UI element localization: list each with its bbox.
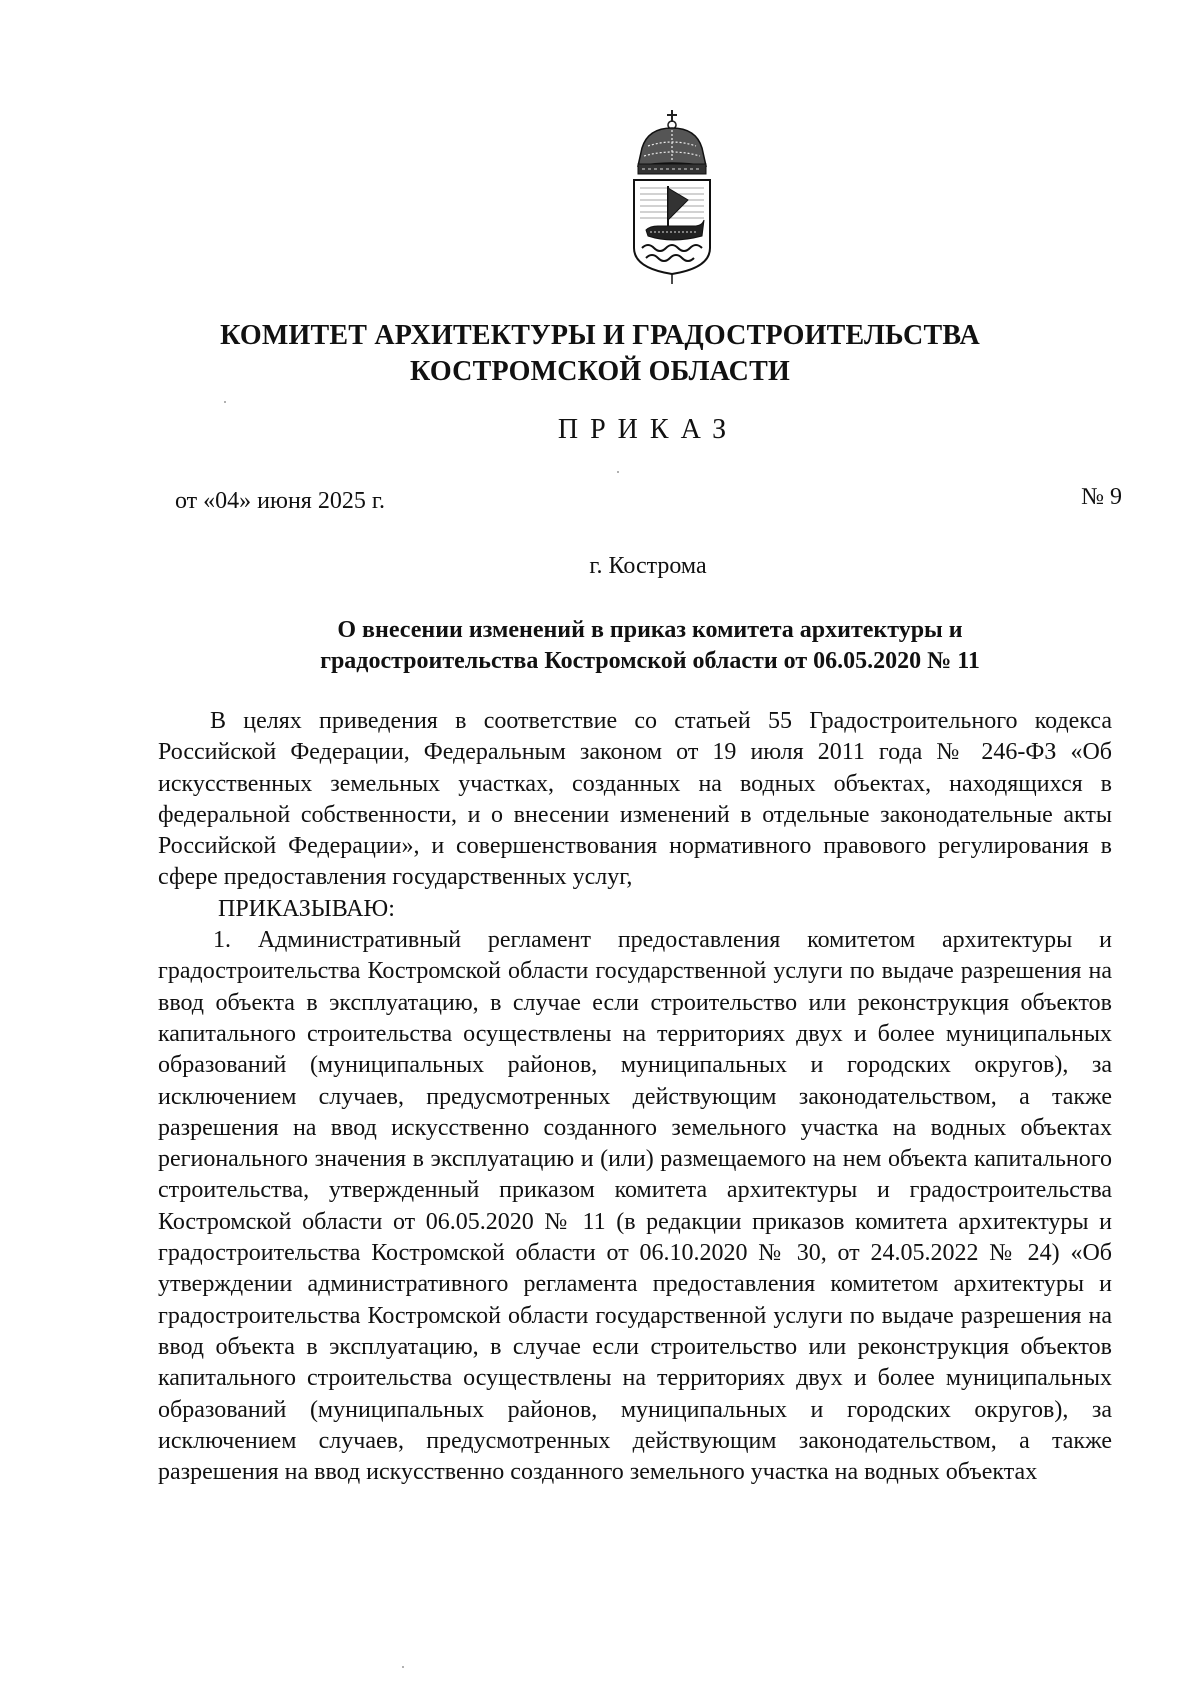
organization-name-line2: КОСТРОМСКОЙ ОБЛАСТИ xyxy=(410,356,790,387)
document-city: г. Кострома xyxy=(589,553,707,579)
coat-of-arms-icon xyxy=(628,108,716,286)
scan-artifact xyxy=(402,1666,404,1668)
document-date: от «04» июня 2025 г. xyxy=(175,488,385,514)
document-title-line1: О внесении изменений в приказ комитета архитектуры и xyxy=(337,617,963,643)
scan-artifact xyxy=(224,401,226,403)
document-body xyxy=(158,706,1112,1488)
organization-name-line1: КОМИТЕТ АРХИТЕКТУРЫ И ГРАДОСТРОИТЕЛЬСТВА xyxy=(220,320,980,351)
document-number: № 9 xyxy=(1081,484,1122,510)
preamble-paragraph: В целях приведения в соответствие со статьей 55 Градостроительного кодекса Российской Федерации, Федеральным законом от 19 июля 2011 года № 246-ФЗ «Об искусственных земельных участках, созданных на водных объектах, находящихся в федеральной собственности, и о внесении изменений в отдельные законодательные акты Российской Федерации», и совершенствования нормативного правового регулирования в сфере предоставления государственных услуг, xyxy=(158,708,1112,891)
order-word: ПРИКАЗЫВАЮ: xyxy=(218,895,395,922)
scan-artifact xyxy=(617,471,619,473)
document-title-line2: градостроительства Костромской области от 06.05.2020 № 11 xyxy=(320,648,980,674)
order-item-1: 1. Административный регламент предоставления комитетом архитектуры и градостроительства Костромской области государственной услуги по выдаче разрешения на ввод объекта в эксплуатацию, в случае если строительство или реконструкция объектов капитального строительства осуществлены на территориях двух и более муниципальных образований (муниципальных районов, муниципальных и городских округов), за исключением случаев, предусмотренных действующим законодательством, а также разрешения на ввод искусственно созданного земельного участка на водных объектах регионального значения в эксплуатацию и (или) размещаемого на нем объекта капитального строительства, утвержденный приказом комитета архитектуры и градостроительства Костромской области от 06.05.2020 № 11 (в редакции приказов комитета архитектуры и градостроительства Костромской области от 06.10.2020 № 30, от 24.05.2022 № 24) «Об утверждении административного регламента предоставления комитетом архитектуры и градостроительства Костромской области государственной услуги по выдаче разрешения на ввод объекта в эксплуатацию, в случае если строительство или реконструкция объектов капитального строительства осуществлены на территориях двух и более муниципальных образований (муниципальных районов, муниципальных и городских округов), за исключением случаев, предусмотренных действующим законодательством, а также разрешения на ввод искусственно созданного земельного участка на водных объектах xyxy=(158,927,1112,1486)
document-type: ПРИКАЗ xyxy=(557,414,739,445)
